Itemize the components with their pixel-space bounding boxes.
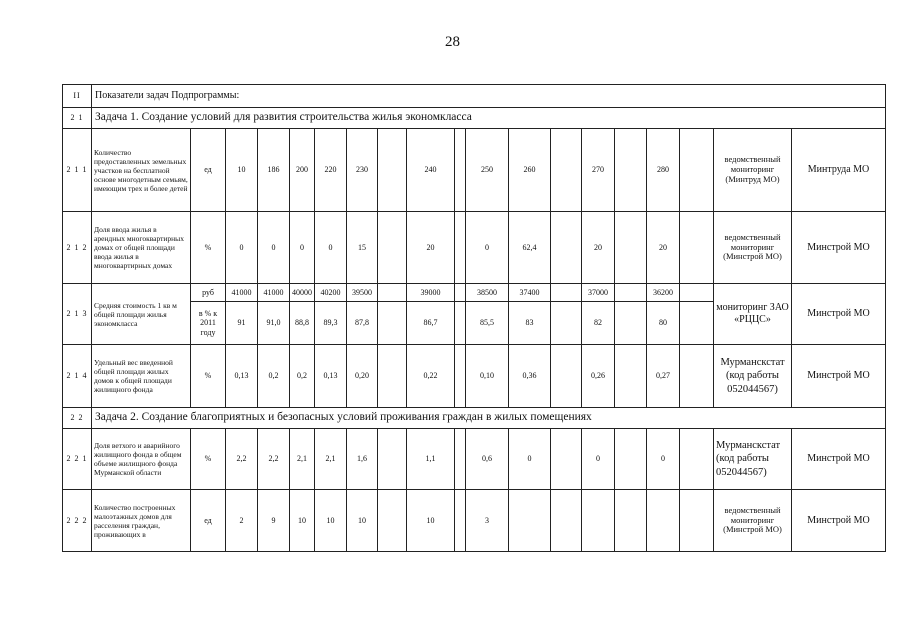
value-cell: 186 <box>258 129 290 212</box>
task-code: 2 2 <box>63 408 92 429</box>
row-executor: Минстрой МО <box>792 490 886 552</box>
value-cell: 88,8 <box>290 302 315 345</box>
value-cell: 38500 <box>466 284 509 302</box>
row-monitoring: ведомственный мониторинг (Минстрой МО) <box>714 212 792 284</box>
empty-cell <box>615 212 647 284</box>
value-cell: 10 <box>290 490 315 552</box>
value-cell: 91 <box>226 302 258 345</box>
task-title: Задача 2. Создание благоприятных и безопасных условий проживания граждан в жилых помещениях <box>92 408 886 429</box>
task-row <box>63 408 886 429</box>
value-cell: 10 <box>407 490 455 552</box>
value-cell: 41000 <box>258 284 290 302</box>
row-unit: ед <box>191 129 226 212</box>
value-cell: 0 <box>258 212 290 284</box>
value-cell: 10 <box>226 129 258 212</box>
value-cell: 280 <box>647 129 680 212</box>
value-cell: 9 <box>258 490 290 552</box>
row-code: 2 1 3 <box>63 284 92 345</box>
row-monitoring: мониторинг ЗАО «РЦЦС» <box>714 284 792 345</box>
value-cell: 2,2 <box>226 429 258 490</box>
empty-cell <box>680 345 714 408</box>
value-cell: 0,13 <box>226 345 258 408</box>
value-cell: 0,22 <box>407 345 455 408</box>
value-cell: 0,2 <box>290 345 315 408</box>
value-cell: 2 <box>226 490 258 552</box>
value-cell: 36200 <box>647 284 680 302</box>
value-cell: 37400 <box>509 284 551 302</box>
value-cell: 0,26 <box>582 345 615 408</box>
empty-cell <box>551 212 582 284</box>
value-cell: 20 <box>647 212 680 284</box>
empty-cell <box>615 429 647 490</box>
row-monitoring: Мурманскстат (код работы 052044567) <box>714 345 792 408</box>
empty-cell <box>378 490 407 552</box>
value-cell: 82 <box>582 302 615 345</box>
value-cell <box>582 490 615 552</box>
value-cell: 1,1 <box>407 429 455 490</box>
row-unit: % <box>191 212 226 284</box>
value-cell: 41000 <box>226 284 258 302</box>
value-cell: 0 <box>582 429 615 490</box>
row-code: 2 1 4 <box>63 345 92 408</box>
task-row <box>63 108 886 129</box>
value-cell: 1,6 <box>347 429 378 490</box>
value-cell: 0 <box>509 429 551 490</box>
table-row <box>63 345 886 408</box>
row-unit: в % к 2011 году <box>191 302 226 345</box>
value-cell: 85,5 <box>466 302 509 345</box>
empty-cell <box>378 345 407 408</box>
value-cell: 39000 <box>407 284 455 302</box>
row-description: Количество построенных малоэтажных домов для расселения граждан, проживающих в <box>92 490 191 552</box>
value-cell: 0 <box>466 212 509 284</box>
empty-cell <box>551 429 582 490</box>
empty-cell <box>455 284 466 302</box>
value-cell: 87,8 <box>347 302 378 345</box>
empty-cell <box>680 284 714 302</box>
value-cell: 230 <box>347 129 378 212</box>
value-cell <box>509 490 551 552</box>
value-cell: 0,10 <box>466 345 509 408</box>
empty-cell <box>615 129 647 212</box>
empty-cell <box>455 490 466 552</box>
row-monitoring: Мурманскстат (код работы 052044567) <box>714 429 792 490</box>
empty-cell <box>551 302 582 345</box>
value-cell: 86,7 <box>407 302 455 345</box>
value-cell: 2,1 <box>290 429 315 490</box>
value-cell: 37000 <box>582 284 615 302</box>
empty-cell <box>551 129 582 212</box>
page-number: 28 <box>445 34 460 50</box>
value-cell: 250 <box>466 129 509 212</box>
empty-cell <box>455 429 466 490</box>
row-description: Средняя стоимость 1 кв м общей площади жилья экономкласса <box>92 284 191 345</box>
indicators-table <box>62 84 886 552</box>
empty-cell <box>680 490 714 552</box>
value-cell: 40000 <box>290 284 315 302</box>
row-description: Удельный вес введенной общей площади жилых домов к общей площади жилищного фонда <box>92 345 191 408</box>
value-cell: 83 <box>509 302 551 345</box>
empty-cell <box>615 284 647 302</box>
row-monitoring: ведомственный мониторинг (Минтруд МО) <box>714 129 792 212</box>
row-code: 2 1 2 <box>63 212 92 284</box>
row-unit: % <box>191 429 226 490</box>
empty-cell <box>378 302 407 345</box>
row-executor: Минстрой МО <box>792 212 886 284</box>
value-cell: 2,2 <box>258 429 290 490</box>
value-cell: 0,13 <box>315 345 347 408</box>
table-row <box>63 490 886 552</box>
table-row <box>63 129 886 212</box>
row-description: Доля ветхого и аварийного жилищного фонда в общем объеме жилищного фонда Мурманской области <box>92 429 191 490</box>
empty-cell <box>615 490 647 552</box>
value-cell: 40200 <box>315 284 347 302</box>
value-cell: 200 <box>290 129 315 212</box>
empty-cell <box>680 212 714 284</box>
table-row <box>63 284 886 302</box>
value-cell: 220 <box>315 129 347 212</box>
row-code: 2 2 2 <box>63 490 92 552</box>
header-title: Показатели задач Подпрограммы: <box>92 85 886 108</box>
row-unit: ед <box>191 490 226 552</box>
table-row <box>63 212 886 284</box>
empty-cell <box>680 129 714 212</box>
row-unit: % <box>191 345 226 408</box>
empty-cell <box>551 284 582 302</box>
row-description: Доля ввода жилья в арендных многоквартирных домах от общей площади ввода жилья в многоквартирных домах <box>92 212 191 284</box>
value-cell: 3 <box>466 490 509 552</box>
row-monitoring: ведомственный мониторинг (Минстрой МО) <box>714 490 792 552</box>
task-title: Задача 1. Создание условий для развития строительства жилья экономкласса <box>92 108 886 129</box>
empty-cell <box>378 212 407 284</box>
empty-cell <box>680 429 714 490</box>
value-cell: 89,3 <box>315 302 347 345</box>
value-cell: 91,0 <box>258 302 290 345</box>
value-cell: 260 <box>509 129 551 212</box>
value-cell: 10 <box>315 490 347 552</box>
value-cell: 15 <box>347 212 378 284</box>
row-description: Количество предоставленных земельных участков на бесплатной основе многодетным семьям, имеющим трех и более детей <box>92 129 191 212</box>
value-cell: 80 <box>647 302 680 345</box>
empty-cell <box>455 129 466 212</box>
empty-cell <box>615 302 647 345</box>
value-cell: 0,6 <box>466 429 509 490</box>
value-cell: 62,4 <box>509 212 551 284</box>
value-cell: 2,1 <box>315 429 347 490</box>
value-cell: 0,2 <box>258 345 290 408</box>
value-cell: 0,36 <box>509 345 551 408</box>
value-cell: 0 <box>647 429 680 490</box>
value-cell: 39500 <box>347 284 378 302</box>
empty-cell <box>455 302 466 345</box>
empty-cell <box>551 345 582 408</box>
empty-cell <box>455 345 466 408</box>
row-executor: Минстрой МО <box>792 345 886 408</box>
value-cell: 0,20 <box>347 345 378 408</box>
table-row <box>63 429 886 490</box>
empty-cell <box>378 284 407 302</box>
empty-cell <box>680 302 714 345</box>
value-cell: 20 <box>407 212 455 284</box>
task-code: 2 1 <box>63 108 92 129</box>
value-cell: 0 <box>226 212 258 284</box>
empty-cell <box>551 490 582 552</box>
header-code: II <box>63 85 92 108</box>
row-executor: Минтруда МО <box>792 129 886 212</box>
value-cell: 240 <box>407 129 455 212</box>
value-cell: 0,27 <box>647 345 680 408</box>
empty-cell <box>615 345 647 408</box>
row-code: 2 1 1 <box>63 129 92 212</box>
row-executor: Минстрой МО <box>792 429 886 490</box>
row-code: 2 2 1 <box>63 429 92 490</box>
row-executor: Минстрой МО <box>792 284 886 345</box>
value-cell: 20 <box>582 212 615 284</box>
empty-cell <box>455 212 466 284</box>
row-unit: руб <box>191 284 226 302</box>
empty-cell <box>378 129 407 212</box>
header-row <box>63 85 886 108</box>
value-cell: 10 <box>347 490 378 552</box>
value-cell: 0 <box>315 212 347 284</box>
empty-cell <box>378 429 407 490</box>
value-cell: 0 <box>290 212 315 284</box>
value-cell: 270 <box>582 129 615 212</box>
value-cell <box>647 490 680 552</box>
